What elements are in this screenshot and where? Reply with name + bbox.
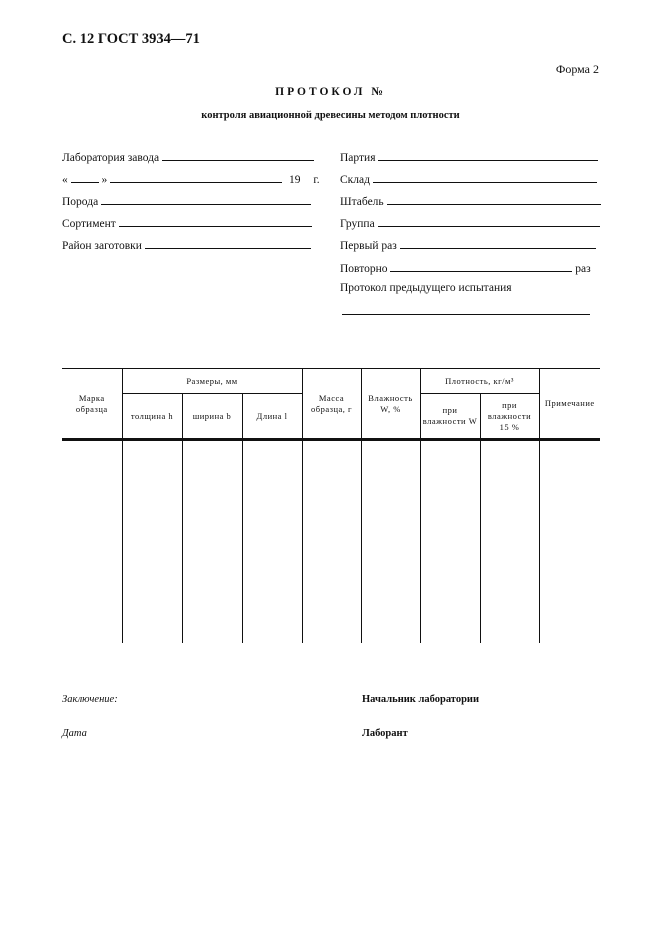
table-cell [539,440,600,644]
month-line [110,171,282,183]
field-previous-test-label: Протокол предыдущего испытания [340,282,512,294]
table-cell [122,440,182,644]
col-dimensions: Размеры, мм [122,369,302,394]
field-lab [62,149,314,164]
col-note: Примечание [539,369,600,440]
field-batch-line [378,149,598,161]
col-density: Плотность, кг/м³ [420,369,539,394]
field-first-time-line [400,237,596,249]
col-width: ширина b [182,394,242,440]
table-cell [242,440,302,644]
date-label: Дата [62,728,87,739]
field-harvest-area-label: Район заготовки [62,240,142,252]
field-harvest-area-line [145,237,311,249]
field-previous-test-line [342,303,590,315]
protocol-title: ПРОТОКОЛ № [275,86,386,98]
lab-head-label: Начальник лаборатории [362,694,480,705]
field-group [340,215,600,230]
conclusion-label: Заключение: [62,694,118,705]
table-cell [361,440,420,644]
col-mass: Масса образца, г [302,369,361,440]
field-first-time-label: Первый раз [340,240,397,252]
field-repeat-line [390,260,572,272]
field-repeat [340,260,591,275]
col-thickness: толщина h [122,394,182,440]
field-stack-line [387,193,601,205]
field-group-label: Группа [340,218,375,230]
field-breed-label: Порода [62,196,99,208]
table-cell [182,440,242,644]
year-prefix: 19 [289,174,301,186]
field-date [62,171,320,186]
col-moisture: Влажность W, % [361,369,420,440]
protocol-subtitle: контроля авиационной древесины методом плотности [201,110,460,121]
field-batch [340,149,598,164]
field-warehouse-label: Склад [340,174,370,186]
form-label: Форма 2 [555,62,599,76]
col-density-15: при влажности 15 % [480,394,539,440]
field-warehouse-line [373,171,597,183]
field-breed-line [101,193,311,205]
lab-assistant-label: Лаборант [362,728,408,739]
col-mark: Марка образца [62,369,122,440]
col-density-w: при влажности W [420,394,480,440]
quote-open: « [62,174,68,186]
field-warehouse [340,171,597,186]
col-length: Длина l [242,394,302,440]
year-suffix: г. [313,174,320,186]
table-cell [62,440,122,644]
table-cell [480,440,539,644]
field-repeat-label: Повторно [340,263,388,275]
measurement-table [62,368,600,643]
field-lab-line [162,149,314,161]
page-reference: С. 12 ГОСТ 3934—71 [62,31,200,47]
field-group-line [378,215,600,227]
field-batch-label: Партия [340,152,376,164]
field-assortment [62,215,312,230]
field-stack [340,193,601,208]
table-cell [420,440,480,644]
field-lab-label: Лаборатория завода [62,152,160,164]
field-repeat-suffix: раз [575,263,591,275]
field-stack-label: Штабель [340,196,384,208]
table-cell [302,440,361,644]
table-body-row [62,440,600,644]
field-first-time [340,237,596,252]
day-line [71,171,99,183]
field-assortment-label: Сортимент [62,218,116,230]
field-harvest-area [62,237,311,252]
field-breed [62,193,311,208]
quote-close: » [101,174,108,186]
field-previous-test [340,282,512,294]
field-assortment-line [119,215,312,227]
